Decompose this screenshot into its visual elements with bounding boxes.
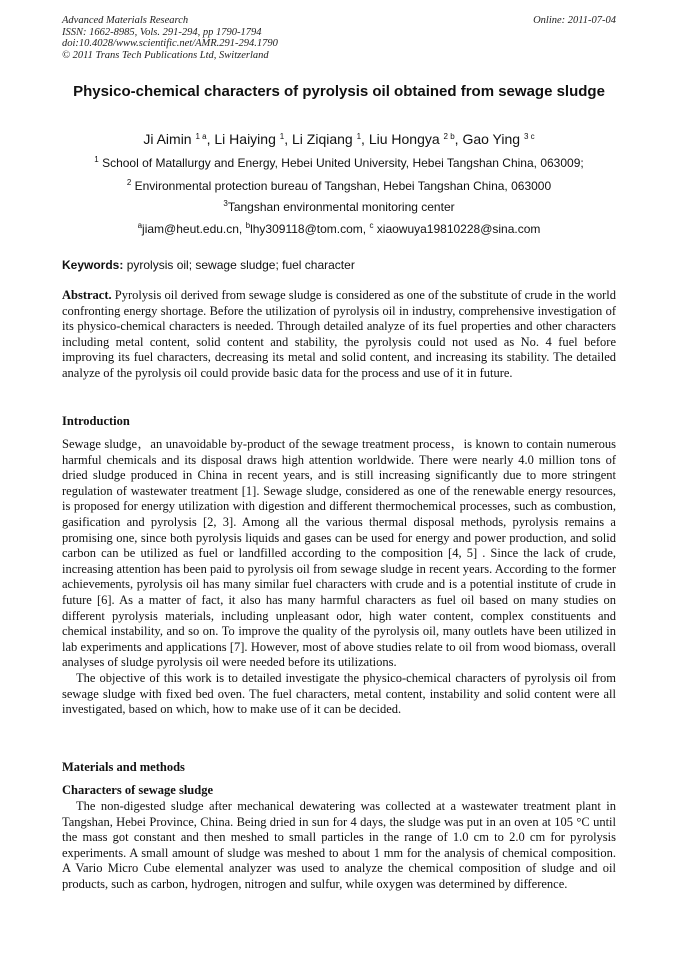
affiliation-3 [62, 200, 616, 215]
author-name: Ji Aimin [143, 131, 192, 147]
email-address: xiaowuya19810228@sina.com [376, 222, 541, 236]
keywords [62, 258, 616, 273]
author-sup: 1 a [195, 132, 207, 141]
email-sup: c [369, 221, 374, 230]
email-sup: a [137, 221, 143, 230]
author-sup: 1 [356, 132, 362, 141]
email-address: lhy309118@tom.com, [250, 222, 367, 236]
keywords-text: pyrolysis oil; sewage sludge; fuel character [126, 258, 355, 272]
introduction-paragraph-1: Sewage sludge，an unavoidable by-product of the sewage treatment process，is known to contain numerous harmful chemicals and its disposal draws high attention worldwide. There were nearly 4.0 million tons of dried sludge produced in China in recent years, and is still increasing significantly due to more stringent regulation of wastewater treatment [1]. Sewage sludge, considered as one of the renewable energy resources, is proposed for energy utilization with digestion and different thermochemical processes, such as combustion, gasification and pyrolysis [2, 3]. Among all the various thermal disposal methods, pyrolysis remains a promising one, since both pyrolysis liquids and gases can be used for energy and power production, and solid carbon can be utilized as fuel or landfilled according to the composition [4, 5] . Since the lack of crude, increasing attention has been paid to pyrolysis oil from sewage sludge in recent years. According to the former achievements, pyrolysis oil has many similar fuel characters with crude and is a potential institute of crude in future [6]. As a matter of fact, it also has many harmful characters as fuel oil based on many studies on different pyrolysis materials, including unpleasant odor, high water content, complex constituents and chemical instability, and so on. To improve the quality of the pyrolysis oil, many outlets have been utilized in lab experiments and applications [7]. However, most of above studies relate to oil from wood biomass, overall analyses of sludge pyrolysis oil were needed before its utilizations. [62, 437, 616, 670]
affiliation-text: Tangshan environmental monitoring center [227, 200, 455, 214]
affiliation-sup: 1 [94, 155, 99, 164]
affiliation-sup: 3 [223, 199, 228, 208]
materials-paragraph-1: The non-digested sludge after mechanical dewatering was collected at a wastewater treatment plant in Tangshan, Hebei Province, China. Being dried in sun for 4 days, the sludge was put in an oven at 105 °C until the mass got constant and then meshed to small particles in the range of 1.0 cm to 2.0 cm for pyrolysis experiments. A small amount of sludge was meshed to about 1 mm for the analysis of chemical composition. A Vario Micro Cube elemental analyzer was used to analyze the chemical composition of sludge and oil products, such as carbon, hydrogen, nitrogen and sulfur, while oxygen was determined by difference. [62, 799, 616, 891]
online-date: Online: 2011-07-04 [533, 15, 616, 26]
doi-line: doi:10.4028/www.scientific.net/AMR.291-294.1790 [62, 38, 278, 49]
introduction-heading: Introduction [62, 414, 130, 428]
author-list: Ji Aimin $^{1 a}$, Li Haiying $^1$, Li Ziqiang $^1$, Liu Hongya $^{2 b}$, Gao Ying $^{3 c}$ [143, 131, 535, 147]
materials-heading: Materials and methods [62, 760, 185, 774]
abstract [62, 288, 616, 382]
abstract-text: Pyrolysis oil derived from sewage sludge is considered as one of the substitute of crude in the world confronting energy shortage. Before the utilization of pyrolysis oil in industry, comprehensive investigation of its physico-chemical characters is needed. Through detailed analyze of its fuel properties and other characters including metal content, solid content and stability, the pyrolysis could not used as No. 4 fuel before improving its fuel characters, decreasing its metal and solid content, and increasing its stability. The detailed analyze of the pyrolysis oil could provide basic data for the process and use of it in future. [62, 288, 617, 380]
materials-subheading: Characters of sewage sludge [62, 783, 214, 797]
email-sup: b [245, 221, 251, 230]
paper-title: Physico-chemical characters of pyrolysis oil obtained from sewage sludge [73, 83, 605, 100]
issn-line: ISSN: 1662-8985, Vols. 291-294, pp 1790-1794 [62, 26, 262, 38]
affiliation-text: School of Matallurgy and Energy, Hebei United University, Hebei Tangshan China, 063009; [102, 156, 584, 170]
affiliation-sup: 2 [126, 178, 132, 187]
affiliation-text: Environmental protection bureau of Tangshan, Hebei Tangshan China, 063000 [134, 179, 552, 193]
author-name: Li Haiying [214, 131, 276, 147]
author-sup: 1 [279, 132, 285, 141]
author-sup: 3 c [523, 132, 535, 141]
materials-body [62, 799, 616, 893]
journal-name: Advanced Materials Research [62, 15, 189, 26]
email-line [62, 222, 616, 237]
author-name: Li Ziqiang [292, 131, 353, 147]
abstract-label: Abstract. [62, 288, 112, 302]
author-sup: 2 b [443, 132, 455, 141]
email-address: jiam@heut.edu.cn, [142, 222, 243, 236]
author-name: Liu Hongya [368, 131, 440, 147]
affiliation-1 [62, 156, 616, 171]
copyright-line: © 2011 Trans Tech Publications Ltd, Switzerland [62, 49, 269, 61]
introduction-body [62, 437, 616, 718]
affiliation-2 [62, 179, 616, 194]
author-name: Gao Ying [462, 131, 521, 147]
introduction-paragraph-2: The objective of this work is to detailed investigate the physico-chemical characters of pyrolysis oil from sewage sludge with fixed bed oven. The fuel characters, metal content, instability and solid content were all investigated, based on which, how to make use of it can be decided. [62, 670, 616, 717]
journal-header [62, 15, 616, 61]
keywords-label: Keywords: [62, 258, 124, 272]
